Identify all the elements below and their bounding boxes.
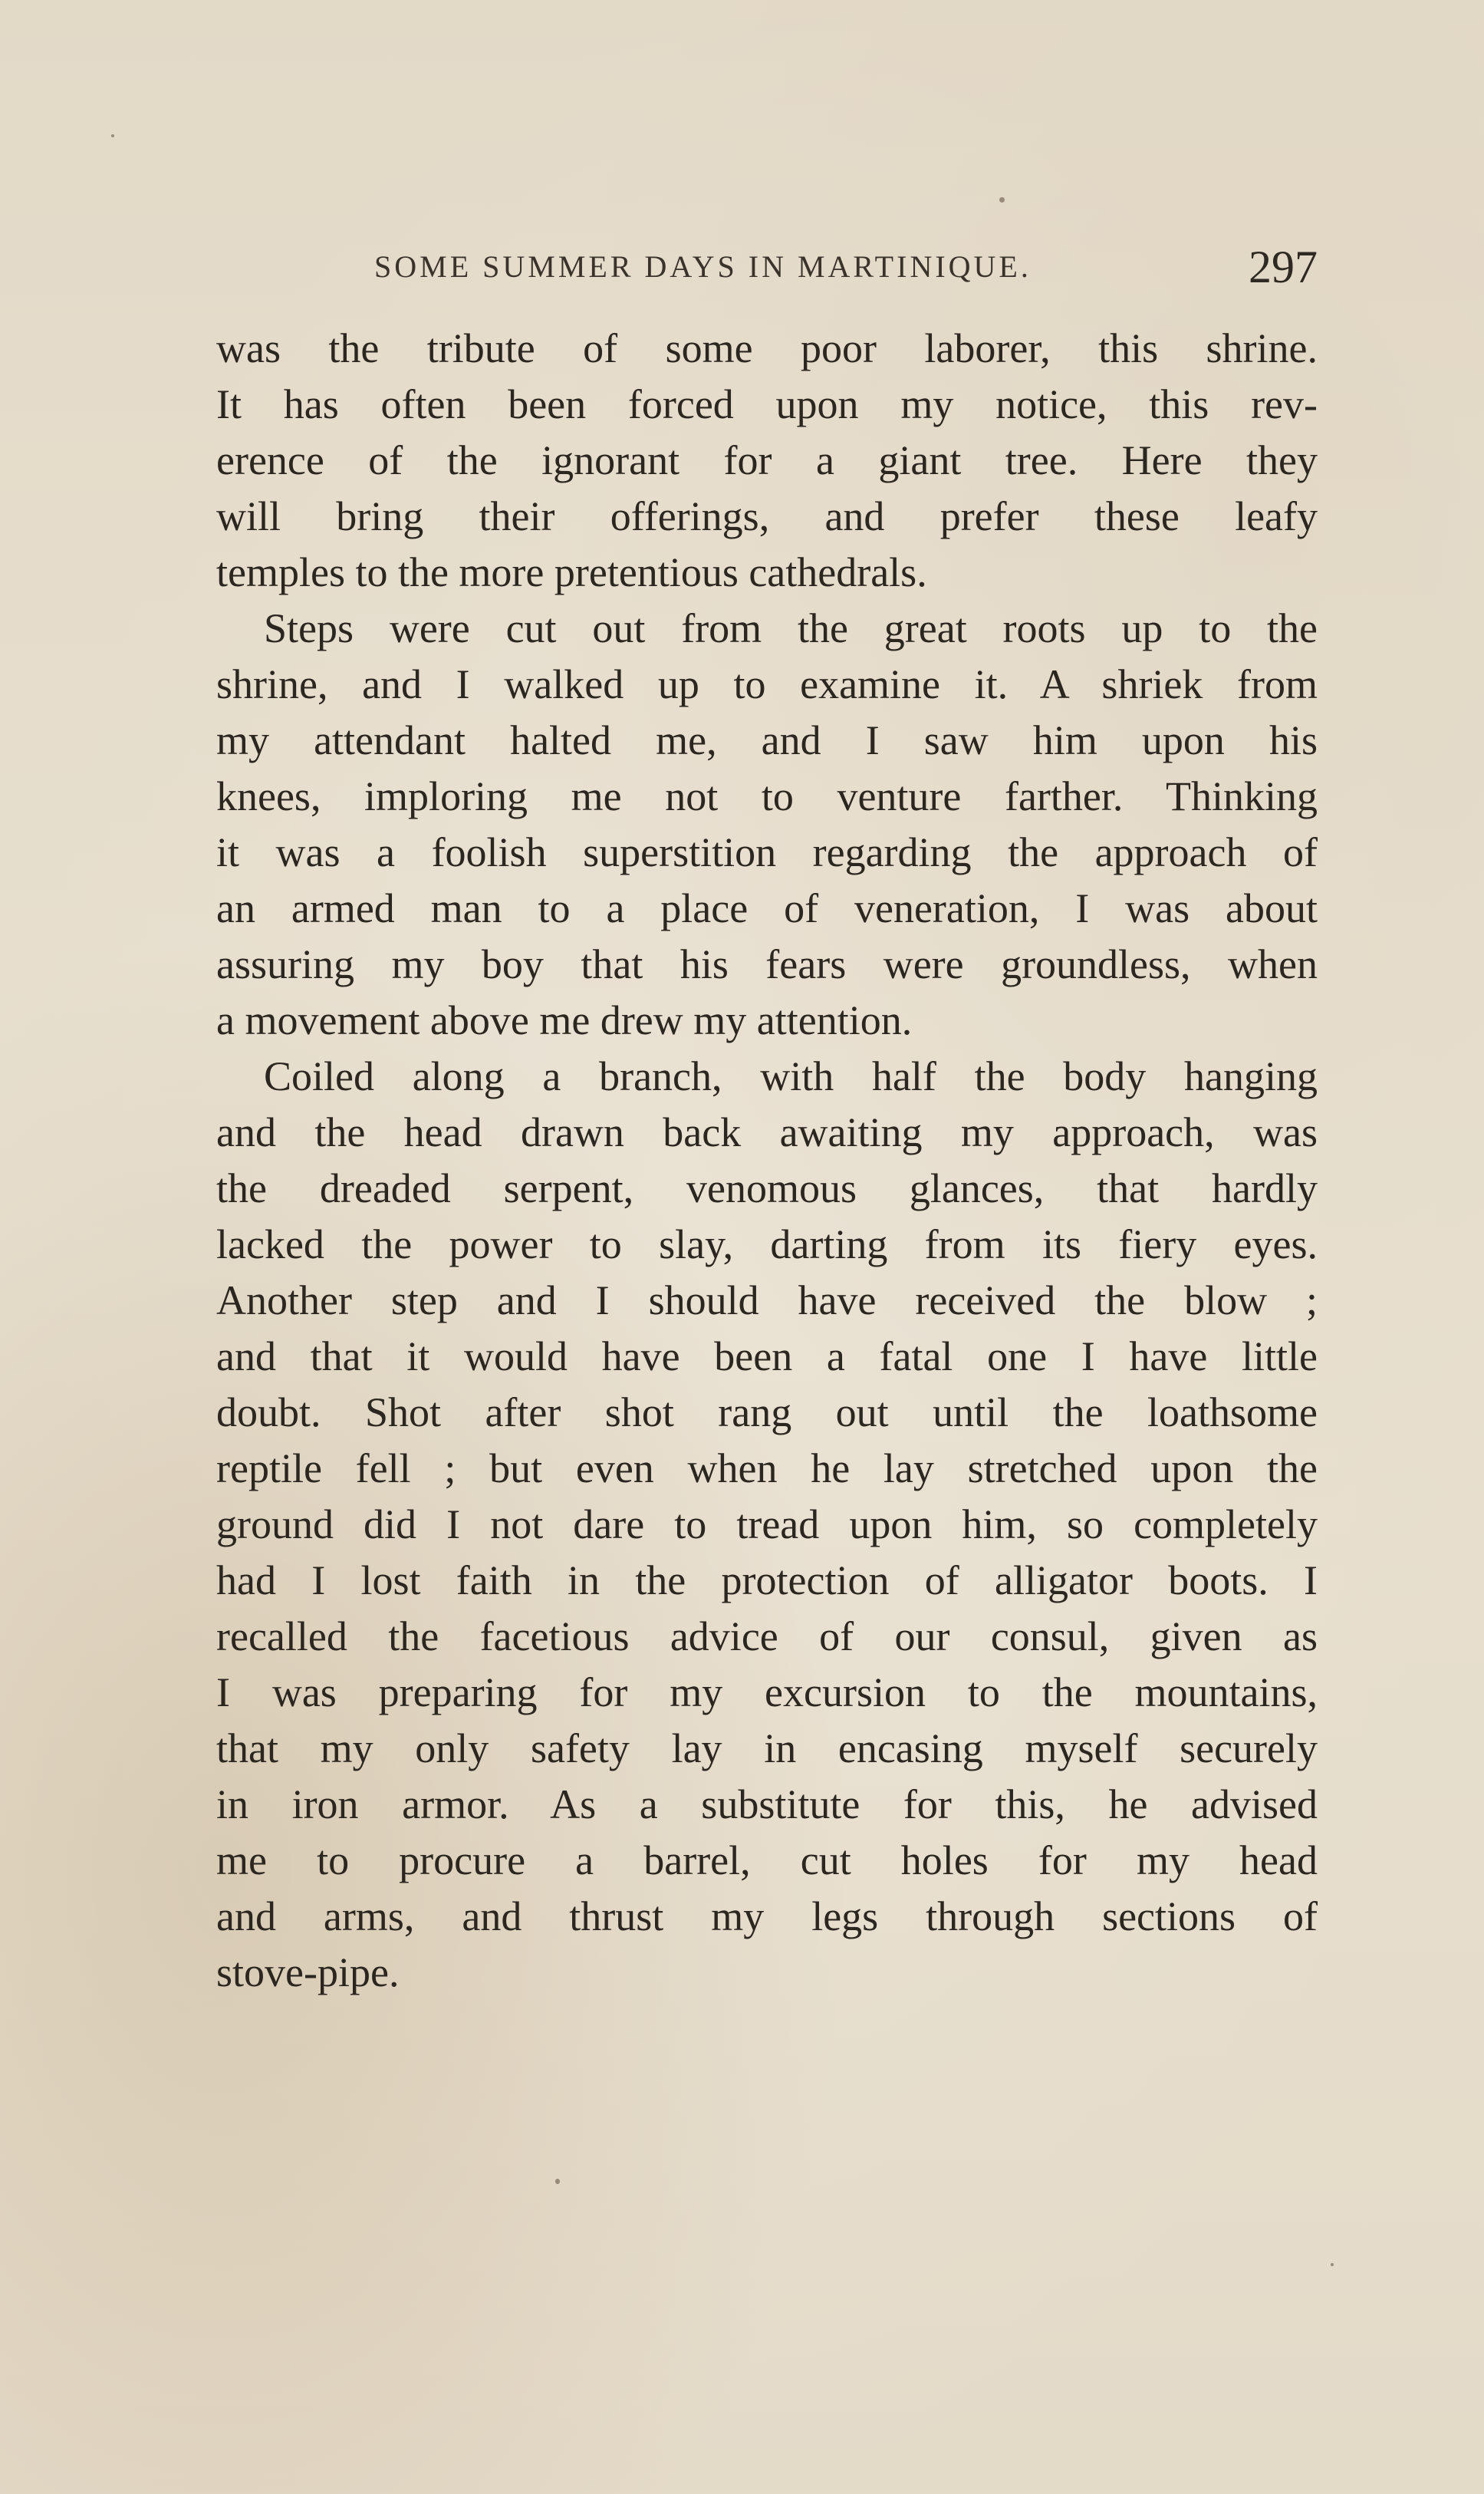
text-line: and that it would have been a fatal one I have little xyxy=(216,1333,1318,1379)
text-line: that my only safety lay in encasing myself securely xyxy=(216,1725,1318,1771)
paragraph-2 xyxy=(216,601,1318,1049)
text-line: and arms, and thrust my legs through sections of xyxy=(216,1893,1318,1939)
paper-speck xyxy=(555,2179,560,2184)
text-line: it was a foolish superstition regarding the approach of xyxy=(216,829,1318,875)
text-line: I was preparing for my excursion to the mountains, xyxy=(216,1669,1318,1715)
text-line: temples to the more pretentious cathedrals. xyxy=(216,549,927,595)
paper-speck xyxy=(1331,2263,1334,2266)
text-line: erence of the ignorant for a giant tree. Here they xyxy=(216,437,1318,483)
text-line: Steps were cut out from the great roots up to the xyxy=(264,605,1318,651)
text-line: my attendant halted me, and I saw him upon his xyxy=(216,717,1318,763)
text-line: lacked the power to slay, darting from its fiery eyes. xyxy=(216,1221,1318,1267)
text-line: and the head drawn back awaiting my approach, was xyxy=(216,1109,1318,1155)
text-line: the dreaded serpent, venomous glances, that hardly xyxy=(216,1165,1318,1211)
text-line: Coiled along a branch, with half the body hanging xyxy=(264,1053,1318,1099)
text-line: reptile fell ; but even when he lay stretched upon the xyxy=(216,1445,1318,1491)
text-line: me to procure a barrel, cut holes for my head xyxy=(216,1837,1318,1883)
text-line: Another step and I should have received the blow ; xyxy=(216,1277,1318,1323)
text-line: a movement above me drew my attention. xyxy=(216,997,913,1043)
text-line: recalled the facetious advice of our consul, given as xyxy=(216,1613,1318,1659)
paragraph-1 xyxy=(216,321,1318,601)
text-line: stove-pipe. xyxy=(216,1949,400,1995)
page-number: 297 xyxy=(1249,242,1318,292)
paper-speck xyxy=(999,197,1005,203)
body-text xyxy=(216,321,1318,2001)
text-line: knees, imploring me not to venture farther. Thinking xyxy=(216,773,1318,819)
text-line: shrine, and I walked up to examine it. A shriek from xyxy=(216,661,1318,707)
text-line: an armed man to a place of veneration, I was about xyxy=(216,885,1318,931)
text-line: was the tribute of some poor laborer, this shrine. xyxy=(216,325,1318,371)
text-line: in iron armor. As a substitute for this, he advised xyxy=(216,1781,1318,1827)
text-line: It has often been forced upon my notice, this rev- xyxy=(216,381,1318,427)
text-line: assuring my boy that his fears were groundless, when xyxy=(216,941,1318,987)
paragraph-3 xyxy=(216,1049,1318,2001)
text-line: ground did I not dare to tread upon him, so completely xyxy=(216,1501,1318,1547)
running-title: SOME SUMMER DAYS IN MARTINIQUE. xyxy=(374,249,1032,284)
paper-speck xyxy=(111,134,114,137)
text-line: doubt. Shot after shot rang out until the loathsome xyxy=(216,1389,1318,1435)
running-head xyxy=(374,244,1318,298)
text-line: had I lost faith in the protection of alligator boots. I xyxy=(216,1557,1318,1603)
text-line: will bring their offerings, and prefer these leafy xyxy=(216,493,1318,539)
